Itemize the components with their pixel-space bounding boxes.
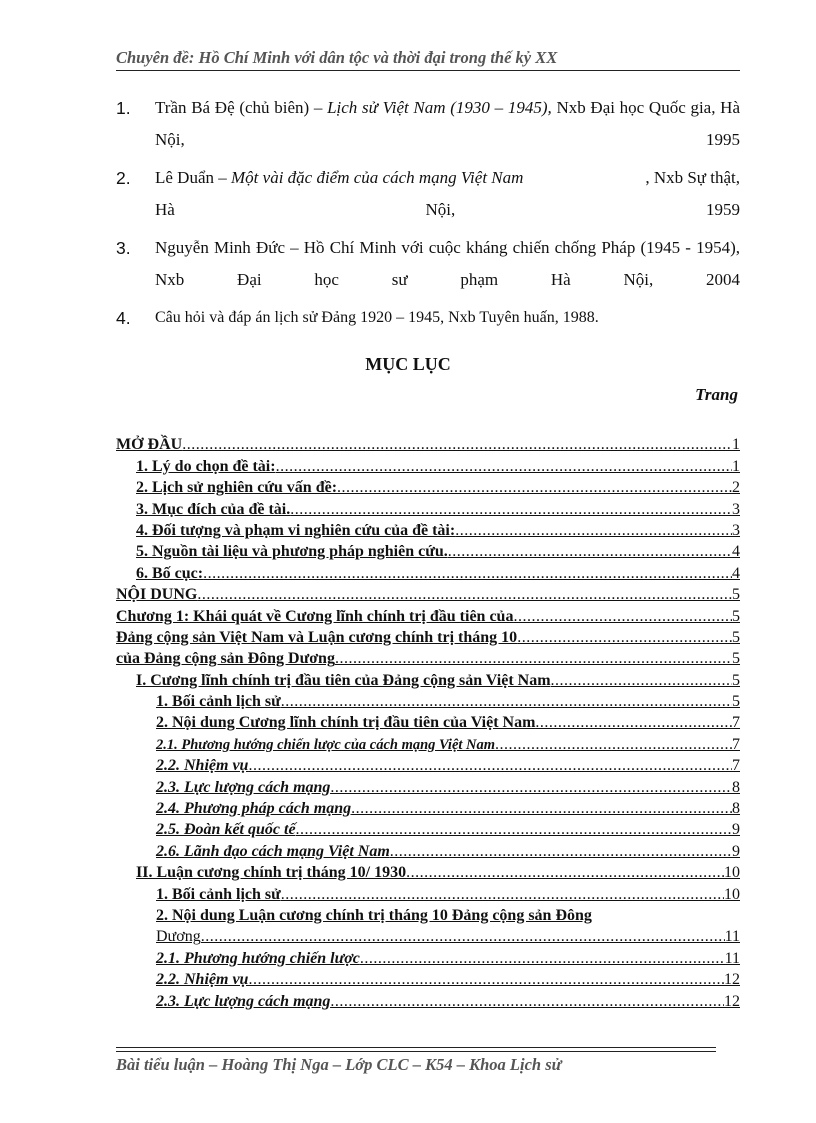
- reference-text: , Nxb Sự thật,: [645, 168, 740, 187]
- toc-entry[interactable]: [116, 668, 740, 689]
- toc-entry[interactable]: [116, 604, 740, 625]
- toc-entry[interactable]: [116, 925, 740, 946]
- toc-entry-text: 3. Mục đích của đề tài.: [136, 500, 291, 518]
- toc-entry[interactable]: [116, 711, 740, 732]
- toc-entry-page: 7: [732, 757, 740, 775]
- reference-number: 4.: [116, 308, 131, 328]
- toc-entry-page: 9: [732, 821, 740, 839]
- reference-title: Một vài đặc điểm của cách mạng Việt Nam: [231, 168, 524, 187]
- toc-title: MỤC LỤC: [365, 354, 451, 374]
- toc-entry-text: Chương 1: Khái quát về Cương lĩnh chính trị đầu tiên của: [116, 607, 514, 625]
- toc-entry[interactable]: [116, 775, 740, 796]
- toc-entry-page: 11: [724, 928, 740, 946]
- toc-entry[interactable]: [116, 540, 740, 561]
- toc-entry-page: 2: [732, 479, 740, 497]
- toc-entry[interactable]: [116, 519, 740, 540]
- toc-entry-page: 8: [732, 778, 740, 796]
- toc-entry-page: 3: [732, 521, 740, 539]
- toc-entry[interactable]: [116, 497, 740, 518]
- reference-item: [116, 232, 740, 296]
- toc-entry[interactable]: [116, 583, 740, 604]
- toc-entry-page: 12: [724, 971, 740, 989]
- page-header: Chuyên đề: Hồ Chí Minh với dân tộc và thời đại trong thế kỷ XX: [116, 48, 740, 71]
- toc-entry[interactable]: [116, 754, 740, 775]
- toc-entry[interactable]: [116, 732, 740, 753]
- toc-entry-text: 2.6. Lãnh đạo cách mạng Việt Nam: [156, 842, 390, 860]
- toc-page-label: Trang: [695, 385, 738, 404]
- toc-entry-text: 4. Đối tượng và phạm vi nghiên cứu của đề tài:: [136, 521, 456, 539]
- reference-item: [116, 162, 740, 226]
- toc-entry-page: 7: [732, 735, 740, 753]
- toc-entry-page: 5: [732, 650, 740, 668]
- reference-text: Lê Duẩn –: [155, 168, 232, 187]
- toc-entry-page: 5: [732, 586, 740, 604]
- toc-entry-text: 2. Nội dung Cương lĩnh chính trị đầu tiên của Việt Nam: [156, 714, 536, 732]
- toc-entry-text: 2.2. Nhiệm vụ: [156, 971, 249, 989]
- toc-entry[interactable]: [116, 626, 740, 647]
- toc-entry-page: 10: [724, 885, 740, 903]
- toc-entry-text: MỞ ĐẦU: [116, 436, 183, 454]
- reference-text: Nxb Đại học Quốc gia, Hà Nội, 1995: [155, 98, 740, 149]
- toc-entry[interactable]: [116, 690, 740, 711]
- toc-entry[interactable]: [116, 433, 740, 454]
- toc-entry-page: 3: [732, 500, 740, 518]
- reference-number: 1.: [116, 98, 131, 118]
- toc-entry[interactable]: [116, 882, 740, 903]
- toc-entry-text: II. Luận cương chính trị tháng 10/ 1930: [136, 864, 407, 882]
- toc-entry-text: NỘI DUNG: [116, 586, 198, 604]
- toc-entry-page: 5: [732, 628, 740, 646]
- toc-entry-text: 5. Nguồn tài liệu và phương pháp nghiên cứu.: [136, 543, 448, 561]
- reference-number: 2.: [116, 168, 131, 188]
- toc-entry-page: 4: [732, 564, 740, 582]
- toc-entry-text: 6. Bố cục:: [136, 564, 204, 582]
- footer-divider: [116, 1047, 716, 1048]
- toc-entry[interactable]: [116, 797, 740, 818]
- toc-entry-text: 1. Bối cảnh lịch sử: [156, 885, 281, 903]
- table-of-contents: [116, 433, 740, 1011]
- toc-entry-text: 2. Nội dung Luận cương chính trị tháng 10 Đảng cộng sản Đông: [156, 906, 592, 924]
- toc-entry-text: của Đảng cộng sản Đông Dương: [116, 650, 335, 668]
- toc-entry[interactable]: [116, 861, 740, 882]
- toc-entry[interactable]: [116, 946, 740, 967]
- toc-entry-page: 9: [732, 842, 740, 860]
- toc-entry-text: 2.5. Đoàn kết quốc tế: [156, 821, 296, 839]
- toc-entry[interactable]: [116, 839, 740, 860]
- toc-entry[interactable]: [116, 476, 740, 497]
- reference-text: Nguyễn Minh Đức – Hồ Chí Minh với cuộc kháng chiến chống Pháp (1945 - 1954), Nxb Đại học sư phạm Hà Nội, 2004: [155, 238, 740, 289]
- toc-entry-page: 1: [732, 457, 740, 475]
- reference-number: 3.: [116, 238, 131, 258]
- toc-entry-page: 10: [724, 864, 740, 882]
- toc-entry-text: 2. Lịch sử nghiên cứu vấn đề:: [136, 479, 338, 497]
- toc-entry[interactable]: [116, 968, 740, 989]
- toc-entry[interactable]: [116, 818, 740, 839]
- toc-entry-text: 2.3. Lực lượng cách mạng: [156, 992, 331, 1010]
- reference-text: Hà: [155, 200, 175, 219]
- footer-divider: [116, 1051, 716, 1052]
- reference-item: [116, 302, 740, 334]
- toc-entry[interactable]: [116, 561, 740, 582]
- page-footer: Bài tiểu luận – Hoàng Thị Nga – Lớp CLC – K54 – Khoa Lịch sử: [116, 1055, 562, 1074]
- toc-entry-text: 1. Bối cảnh lịch sử: [156, 693, 281, 711]
- toc-entry[interactable]: [116, 989, 740, 1010]
- toc-entry-text: 2.1. Phương hướng chiến lược: [156, 949, 360, 967]
- toc-entry-page: 7: [732, 714, 740, 732]
- toc-entry-text: Đảng cộng sản Việt Nam và Luận cương chính trị tháng 10: [116, 628, 518, 646]
- reference-text: Nội,: [425, 200, 456, 219]
- toc-entry-page: 4: [732, 543, 740, 561]
- toc-entry[interactable]: [116, 904, 740, 925]
- toc-entry-text: 1. Lý do chọn đề tài:: [136, 457, 276, 475]
- toc-entry-text: Dương: [156, 928, 201, 946]
- reference-list: [116, 92, 740, 340]
- toc-entry-page: 1: [732, 436, 740, 454]
- toc-entry-text: 2.1. Phương hướng chiến lược của cách mạng Việt Nam: [156, 736, 496, 753]
- toc-entry-page: 12: [724, 992, 740, 1010]
- toc-entry-page: 8: [732, 800, 740, 818]
- toc-entry-page: 5: [732, 607, 740, 625]
- toc-entry-text: 2.2. Nhiệm vụ: [156, 757, 249, 775]
- toc-entry-page: 5: [732, 693, 740, 711]
- toc-entry-text: I. Cương lĩnh chính trị đầu tiên của Đảng cộng sản Việt Nam: [136, 671, 551, 689]
- reference-text: Trần Bá Đệ (chủ biên) –: [155, 98, 328, 117]
- reference-text: 1959: [705, 200, 740, 219]
- reference-title: Lịch sử Việt Nam (1930 – 1945),: [327, 98, 552, 117]
- reference-item: [116, 92, 740, 156]
- toc-entry-page: 5: [732, 671, 740, 689]
- toc-entry-page: 11: [724, 949, 740, 967]
- toc-entry-text: 2.3. Lực lượng cách mạng: [156, 778, 331, 796]
- reference-text: Câu hỏi và đáp án lịch sử Đảng 1920 – 1945, Nxb Tuyên huấn, 1988.: [155, 309, 599, 326]
- toc-entry[interactable]: [116, 454, 740, 475]
- toc-entry[interactable]: [116, 647, 740, 668]
- toc-entry-text: 2.4. Phương pháp cách mạng: [156, 800, 352, 818]
